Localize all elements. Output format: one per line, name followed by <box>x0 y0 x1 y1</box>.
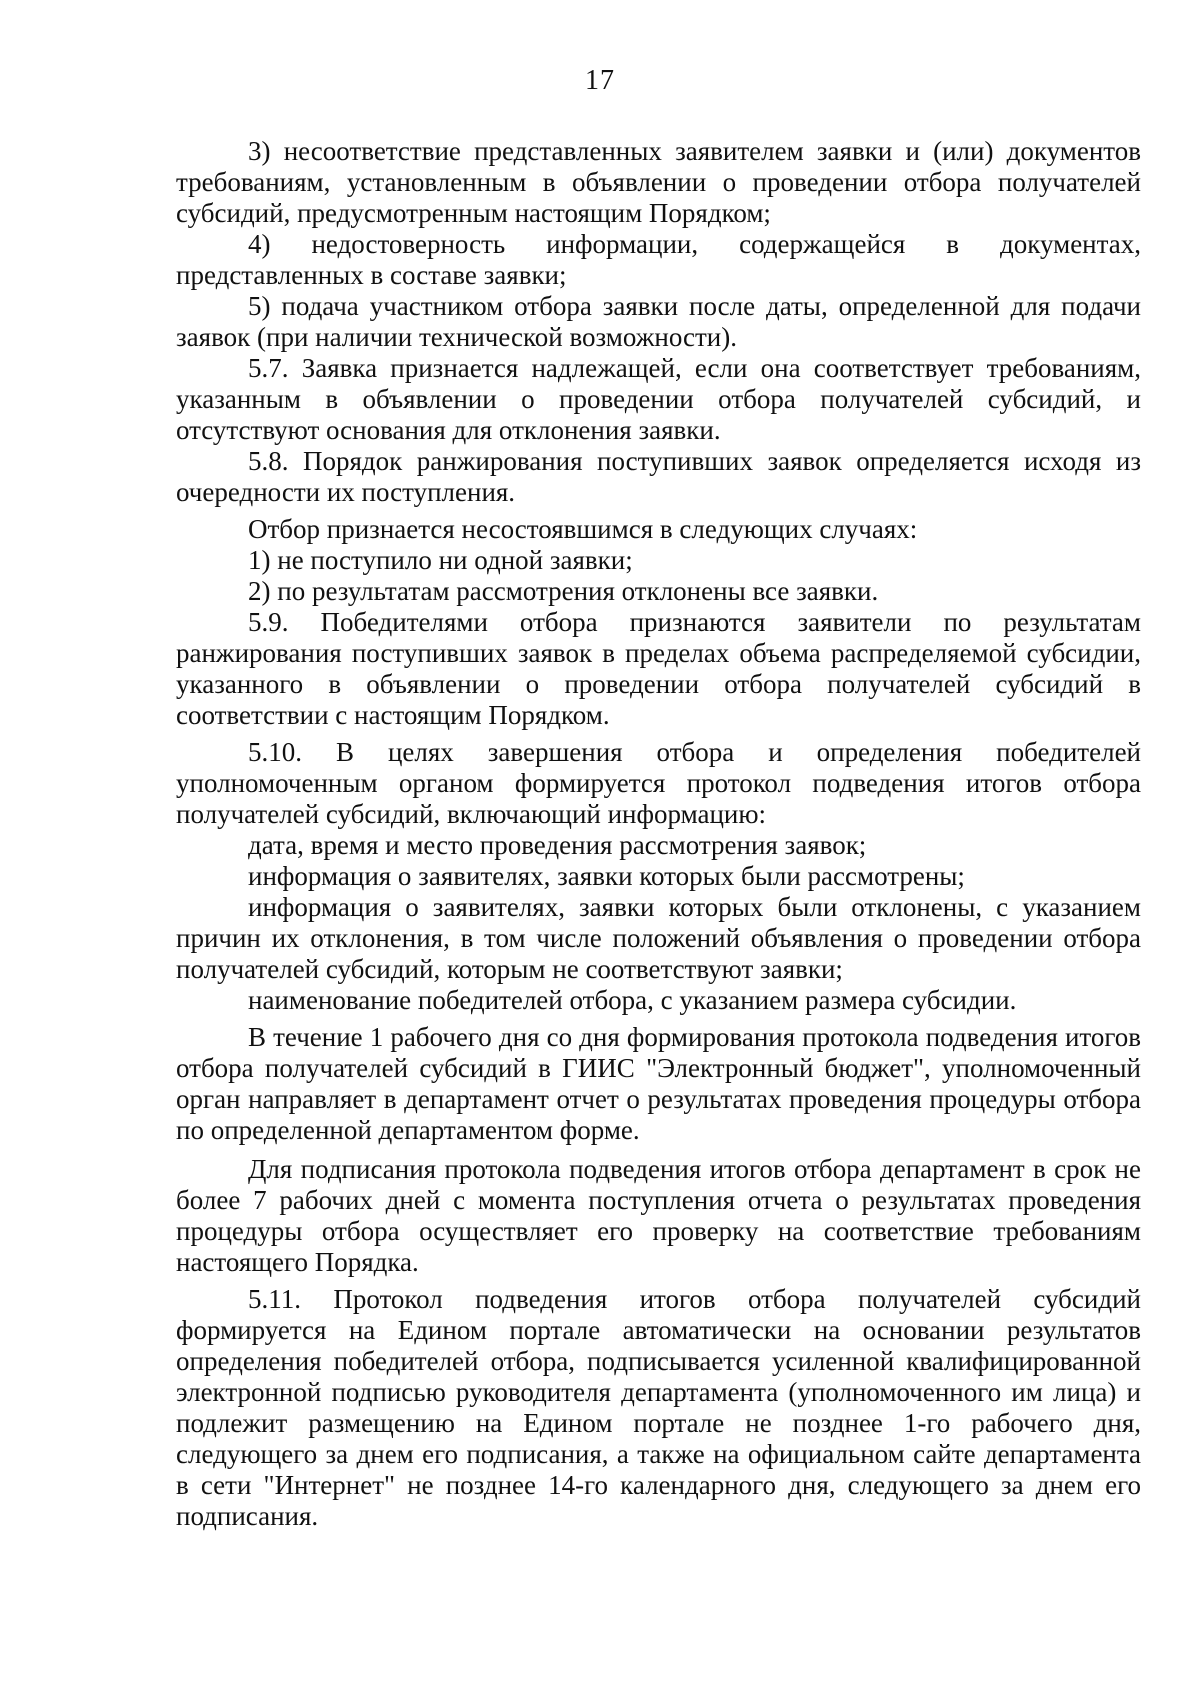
paragraph-protocol-item-date: дата, время и место проведения рассмотрения заявок; <box>248 830 867 860</box>
paragraph-failed-selection-intro: Отбор признается несостоявшимся в следующих случаях: <box>248 514 918 544</box>
paragraph-failed-case-1: 1) не поступило ни одной заявки; <box>248 545 633 575</box>
document-body <box>176 136 1141 1532</box>
paragraph-failed-case-2: 2) по результатам рассмотрения отклонены все заявки. <box>248 576 879 606</box>
paragraph-protocol-item-reviewed: информация о заявителях, заявки которых были рассмотрены; <box>248 861 965 891</box>
paragraph-signing-check: Для подписания протокола подведения итогов отбора департамент в срок не более 7 рабочих дней с момента поступления отчета о результатах проведения процедуры отбора осуществляет его проверку на соответствие требованиям настоящего Порядка. <box>176 1154 1141 1277</box>
paragraph-item-5: 5) подача участником отбора заявки после даты, определенной для подачи заявок (при наличии технической возможности). <box>176 291 1141 352</box>
paragraph-5-9: 5.9. Победителями отбора признаются заявители по результатам ранжирования поступивших заявок в пределах объема распределяемой субсидии, указанного в объявлении о проведении отбора получателей субсидий в соответствии с настоящим Порядком. <box>176 607 1141 730</box>
page-number: 17 <box>585 65 615 96</box>
paragraph-report-deadline: В течение 1 рабочего дня со дня формирования протокола подведения итогов отбора получателей субсидий в ГИИС "Электронный бюджет", уполномоченный орган направляет в департамент отчет о результатах проведения процедуры отбора по определенной департаментом форме. <box>176 1022 1141 1145</box>
paragraph-5-10: 5.10. В целях завершения отбора и определения победителей уполномоченным органом формируется протокол подведения итогов отбора получателей субсидий, включающий информацию: <box>176 737 1141 829</box>
paragraph-item-3: 3) несоответствие представленных заявителем заявки и (или) документов требованиям, установленным в объявлении о проведении отбора получателей субсидий, предусмотренным настоящим Порядком; <box>176 136 1141 228</box>
paragraph-protocol-item-winners: наименование победителей отбора, с указанием размера субсидии. <box>248 985 1017 1015</box>
paragraph-5-11: 5.11. Протокол подведения итогов отбора получателей субсидий формируется на Едином портале автоматически на основании результатов определения победителей отбора, подписывается усиленной квалифицированной электронной подписью руководителя департамента (уполномоченного им лица) и подлежит размещению на Едином портале не позднее 1-го рабочего дня, следующего за днем его подписания, а также на официальном сайте департамента в сети "Интернет" не позднее 14-го календарного дня, следующего за днем его подписания. <box>176 1284 1141 1531</box>
paragraph-5-7: 5.7. Заявка признается надлежащей, если она соответствует требованиям, указанным в объявлении о проведении отбора получателей субсидий, и отсутствуют основания для отклонения заявки. <box>176 353 1141 445</box>
paragraph-protocol-item-rejected: информация о заявителях, заявки которых были отклонены, с указанием причин их отклонения, в том числе положений объявления о проведении отбора получателей субсидий, которым не соответствуют заявки; <box>176 892 1141 984</box>
paragraph-5-8: 5.8. Порядок ранжирования поступивших заявок определяется исходя из очередности их поступления. <box>176 446 1141 507</box>
paragraph-item-4: 4) недостоверность информации, содержащейся в документах, представленных в составе заявки; <box>176 229 1141 290</box>
